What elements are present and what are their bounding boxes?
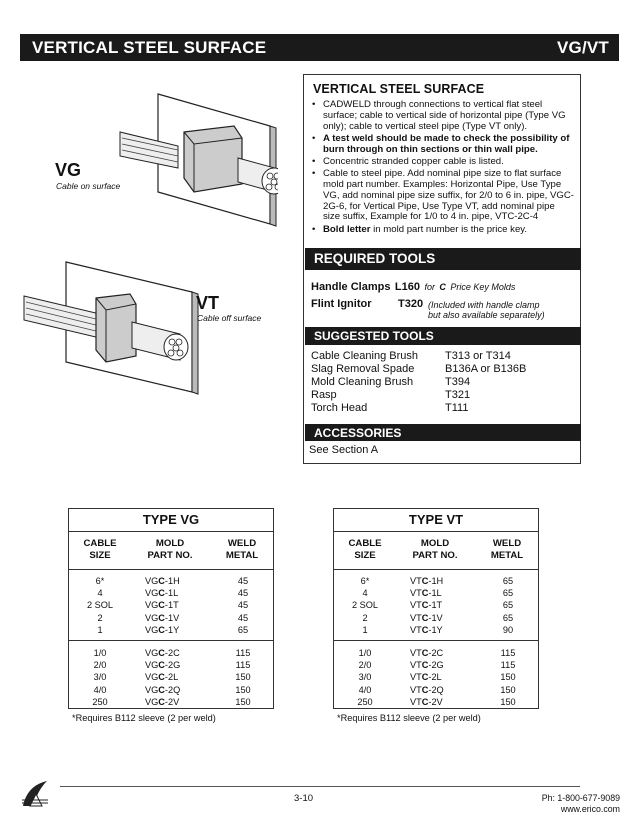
cable-size-col: 1/0 2/0 3/0 4/0 250	[357, 648, 373, 707]
table-divider	[334, 640, 538, 641]
weld-metal-col: 115 115 150 150 150	[500, 648, 516, 707]
vt-illustration	[20, 258, 220, 398]
vg-caption: Cable on surface	[56, 181, 121, 191]
accessories-text: See Section A	[309, 444, 379, 456]
section-title: VERTICAL STEEL SURFACE	[32, 37, 267, 57]
table-vg-title: TYPE VG	[69, 509, 273, 532]
suggested-tools-names	[311, 350, 418, 415]
handle-clamps-row: Handle Clamps L160 for C Price Key Molds	[311, 281, 516, 293]
info-bullets	[304, 100, 580, 236]
tool-name: Mold Cleaning Brush	[311, 376, 414, 388]
weld-metal-col: 65 65 65 65 90	[502, 576, 514, 635]
col-header-cable-size: CABLE SIZE	[83, 538, 117, 561]
col-header-weld-metal: WELD METAL	[490, 538, 524, 561]
table-vg	[68, 508, 274, 709]
col-header-mold-part-no: MOLD PART NO.	[147, 538, 193, 561]
vg-illustration	[38, 88, 278, 228]
suggested-tools-heading: SUGGESTED TOOLS	[305, 327, 581, 345]
table-divider	[334, 569, 538, 570]
info-bullet: • Bold letter in mold part number is the price key.	[312, 223, 528, 235]
cable-size-col: 6* 4 2 SOL 2 1	[86, 576, 114, 635]
tool-name: Cable Cleaning Brush	[311, 350, 419, 362]
footer-contact	[510, 793, 620, 815]
mold-part-col: VTC-1H VTC-1L VTC-1T VTC-1V VTC-1Y	[410, 576, 444, 635]
info-bullet: • A test weld should be made to check the possibility of burn through on thin sections or thin wall pipe.	[312, 132, 570, 155]
flint-ignitor-note: (Included with handle clamp	[428, 300, 540, 310]
suggested-tools-codes	[445, 350, 526, 415]
weld-metal-col: 115 115 150 150 150	[235, 648, 251, 707]
tool-name: Rasp	[311, 389, 337, 401]
cable-size-col: 6* 4 2 SOL 2 1	[351, 576, 379, 635]
tool-code: B136A or B136B	[445, 363, 527, 375]
table-vt	[333, 508, 539, 709]
flint-ignitor-note2: but also available separately)	[428, 310, 545, 320]
section-header	[20, 34, 619, 61]
footer-rule	[60, 786, 580, 787]
tool-name: Slag Removal Spade	[311, 363, 415, 375]
required-tools-heading: REQUIRED TOOLS	[305, 248, 581, 270]
footer-phone: Ph: 1-800-677-9089	[541, 793, 620, 803]
mold-part-col: VTC-2C VTC-2G VTC-2L VTC-2Q VTC-2V	[410, 648, 444, 707]
info-bullet: • Cable to steel pipe. Add nominal pipe size to flat surface mold part number. Examples: Horizontal Pipe, Use Type VG, add nominal pipe size suffix, for 2/0 to 6 in. pipe, VGC-2G-6, for Vertical Pipe, Use Type VT, add nominal pipe size suffix, Example for 1/0 to 4 in. pipe, VTC-2C-4	[312, 168, 574, 223]
page-number: 3-10	[294, 793, 314, 804]
erico-logo-icon	[20, 778, 50, 810]
flint-ignitor-label: Flint Ignitor	[311, 298, 372, 310]
col-header-mold-part-no: MOLD PART NO.	[412, 538, 458, 561]
col-header-cable-size: CABLE SIZE	[348, 538, 382, 561]
weld-metal-col: 45 45 45 45 65	[237, 576, 249, 635]
info-title: VERTICAL STEEL SURFACE	[313, 82, 485, 96]
table-vg-note: *Requires B112 sleeve (2 per weld)	[72, 713, 216, 723]
tool-name: Torch Head	[311, 402, 368, 414]
tool-code: T394	[445, 376, 471, 388]
tool-code: T313 or T314	[445, 350, 511, 362]
footer-web: www.erico.com	[560, 804, 620, 814]
mold-part-col: VGC-1H VGC-1L VGC-1T VGC-1V VGC-1Y	[145, 576, 180, 635]
table-vt-title: TYPE VT	[334, 509, 538, 532]
accessories-heading: ACCESSORIES	[305, 424, 581, 441]
tool-code: T111	[445, 402, 469, 414]
table-divider	[69, 569, 273, 570]
vt-label: VT	[196, 293, 220, 313]
section-code: VG/VT	[556, 37, 609, 57]
tool-code: T321	[445, 389, 471, 401]
col-header-weld-metal: WELD METAL	[225, 538, 259, 561]
mold-part-col: VGC-2C VGC-2G VGC-2L VGC-2Q VGC-2V	[145, 648, 181, 707]
cable-size-col: 1/0 2/0 3/0 4/0 250	[92, 648, 108, 707]
vg-label: VG	[55, 160, 82, 180]
vt-caption: Cable off surface	[197, 313, 262, 323]
flint-ignitor-code: T320	[398, 298, 424, 310]
table-vt-note: *Requires B112 sleeve (2 per weld)	[337, 713, 481, 723]
info-bullet: • Concentric stranded copper cable is listed.	[312, 155, 504, 167]
table-divider	[69, 640, 273, 641]
info-bullet: • CADWELD through connections to vertical flat steel surface; cable to vertical side of horizontal pipe (Type VG only); cable to vertical steel pipe (Type VT only).	[312, 99, 566, 132]
